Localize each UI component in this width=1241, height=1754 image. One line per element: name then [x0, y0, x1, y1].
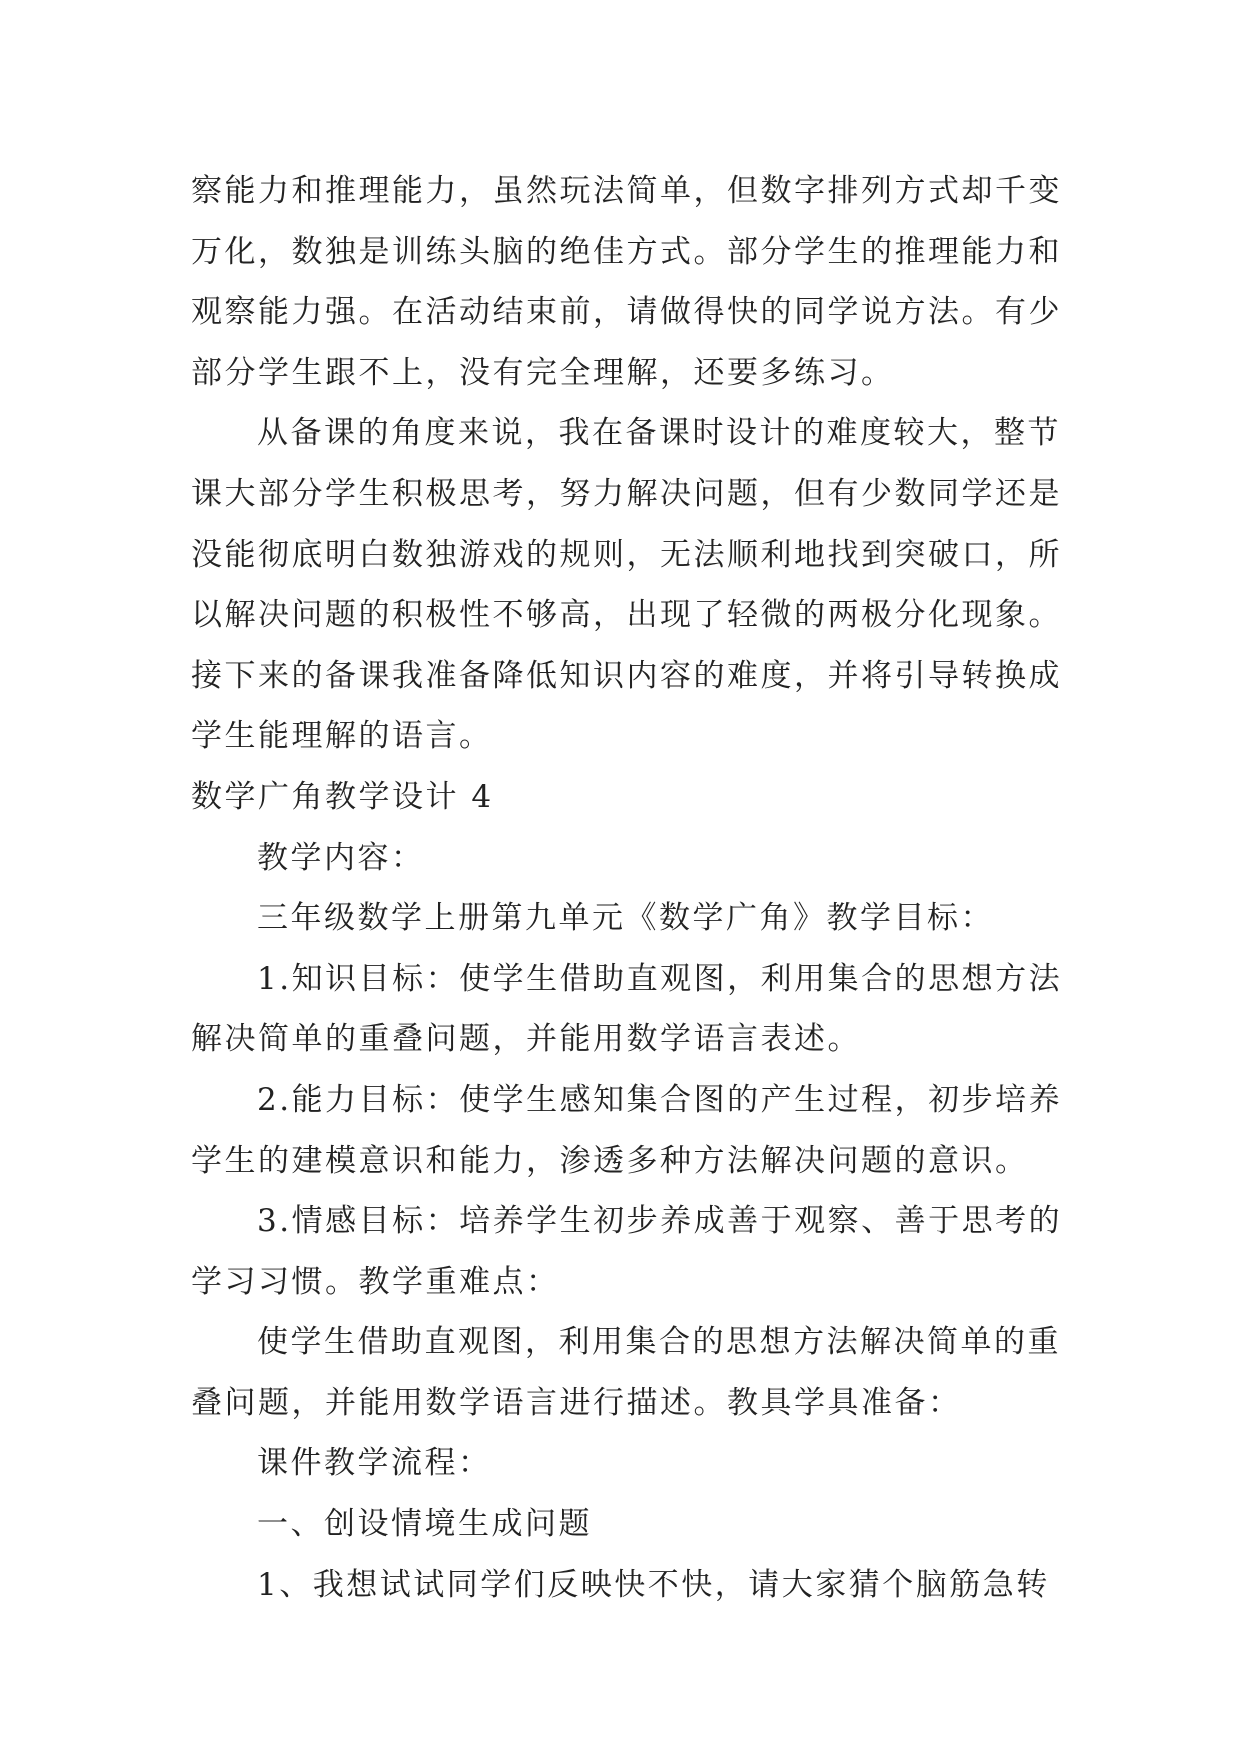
- text-line: 接下来的备课我准备降低知识内容的难度，并将引导转换成: [191, 657, 1062, 694]
- text-line: 2.能力目标：使学生感知集合图的产生过程，初步培养: [257, 1081, 1063, 1118]
- text-line: 叠问题，并能用数学语言进行描述。教具学具准备：: [191, 1384, 962, 1421]
- text-line: 使学生借助直观图，利用集合的思想方法解决简单的重: [257, 1324, 1061, 1361]
- text-line: 以解决问题的积极性不够高，出现了轻微的两极分化现象。: [191, 597, 1062, 634]
- text-line: 1.知识目标：使学生借助直观图，利用集合的思想方法: [257, 960, 1063, 997]
- text-line: 课大部分学生积极思考，努力解决问题，但有少数同学还是: [191, 475, 1062, 512]
- text-line: 3.情感目标：培养学生初步养成善于观察、善于思考的: [257, 1203, 1063, 1240]
- text-line: 没能彻底明白数独游戏的规则，无法顺利地找到突破口，所: [191, 536, 1062, 573]
- text-line: 学习习惯。教学重难点：: [191, 1263, 560, 1300]
- section-heading: 数学广角教学设计 4: [191, 778, 494, 815]
- text-line: 一、创设情境生成问题: [257, 1506, 592, 1543]
- text-line: 从备课的角度来说，我在备课时设计的难度较大，整节: [257, 415, 1061, 452]
- text-line: 课件教学流程：: [257, 1445, 492, 1482]
- text-line: 万化，数独是训练头脑的绝佳方式。部分学生的推理能力和: [191, 233, 1062, 270]
- text-line: 教学内容：: [257, 839, 425, 876]
- text-line: 1、我想试试同学们反映快不快，请大家猜个脑筋急转: [257, 1566, 1050, 1603]
- document-body: [191, 161, 1071, 1615]
- text-line: 部分学生跟不上，没有完全理解，还要多练习。: [191, 354, 895, 391]
- text-line: 解决简单的重叠问题，并能用数学语言表述。: [191, 1021, 861, 1058]
- text-line: 观察能力强。在活动结束前，请做得快的同学说方法。有少: [191, 294, 1062, 331]
- text-line: 学生的建模意识和能力，渗透多种方法解决问题的意识。: [191, 1142, 1029, 1179]
- text-line: 察能力和推理能力，虽然玩法简单，但数字排列方式却千变: [191, 173, 1062, 209]
- text-line: 三年级数学上册第九单元《数学广角》教学目标：: [257, 900, 994, 937]
- text-line: 学生能理解的语言。: [191, 718, 493, 755]
